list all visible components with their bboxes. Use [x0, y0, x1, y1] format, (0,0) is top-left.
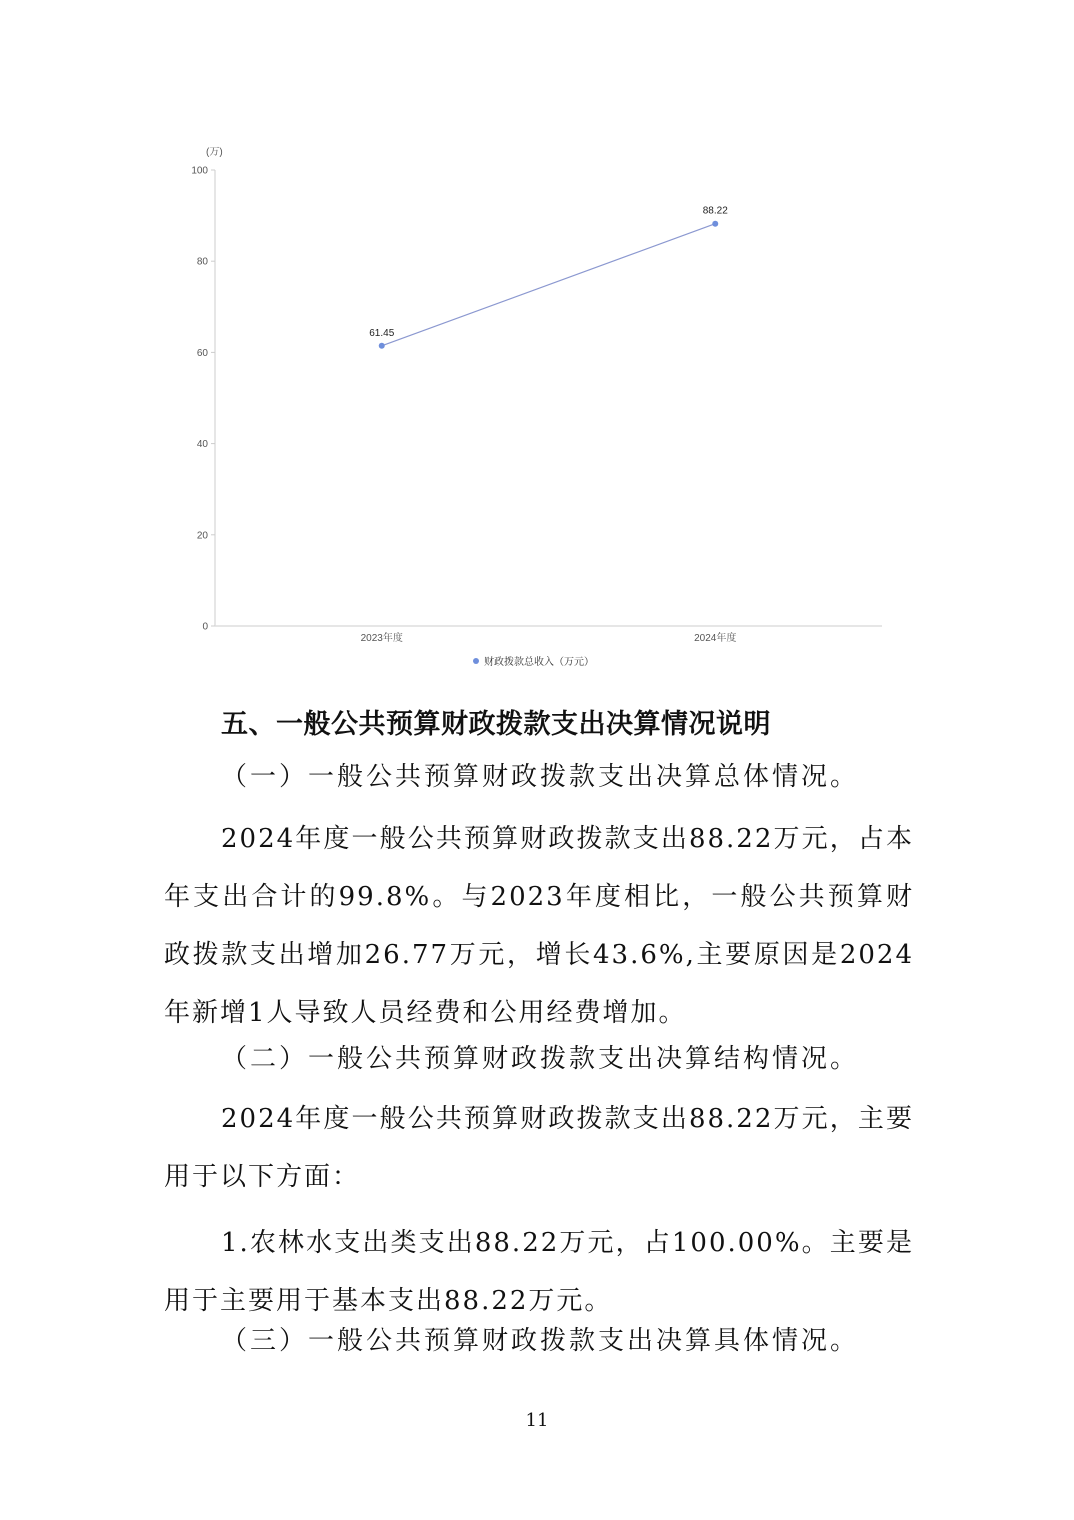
- y-tick-label: 0: [202, 621, 208, 633]
- data-point: [379, 343, 385, 349]
- y-tick-label: 80: [196, 256, 208, 268]
- legend-marker: [473, 658, 479, 664]
- y-tick-label: 20: [196, 530, 208, 542]
- y-tick-label: 40: [196, 439, 208, 451]
- subsection-1-paragraph: 2024年度一般公共预算财政拨款支出88.22万元，占本年支出合计的99.8%。与2023年度相比，一般公共预算财政拨款支出增加26.77万元，增长43.6%,主要原因是2024年新增1人导致人员经费和公用经费增加。: [164, 824, 914, 1028]
- data-label: 88.22: [702, 205, 728, 217]
- page-number: 11: [525, 1410, 549, 1431]
- data-point: [712, 221, 718, 227]
- income-line-chart: [0, 0, 1074, 680]
- x-tick-label: 2023年度: [360, 633, 403, 644]
- series-line: [382, 224, 716, 346]
- x-tick-label: 2024年度: [694, 633, 737, 644]
- y-axis-unit-label: (万): [206, 147, 223, 158]
- subsection-2-title: （二）一般公共预算财政拨款支出决算结构情况。: [221, 1044, 860, 1074]
- subsection-2-paragraph-1: 2024年度一般公共预算财政拨款支出88.22万元，主要用于以下方面：: [164, 1104, 914, 1192]
- data-label: 61.45: [369, 327, 395, 339]
- subsection-3-title: （三）一般公共预算财政拨款支出决算具体情况。: [221, 1326, 860, 1356]
- chart-legend: [473, 655, 594, 668]
- y-tick-label: 60: [196, 347, 208, 359]
- subsection-2-paragraph-2: 1.农林水支出类支出88.22万元，占100.00%。主要是用于主要用于基本支出88.22万元。: [164, 1228, 914, 1316]
- section-title: 五、一般公共预算财政拨款支出决算情况说明: [221, 709, 771, 740]
- subsection-1-title: （一）一般公共预算财政拨款支出决算总体情况。: [221, 762, 860, 792]
- legend-label: 财政拨款总收入（万元）: [484, 657, 594, 668]
- y-tick-label: 100: [191, 165, 208, 177]
